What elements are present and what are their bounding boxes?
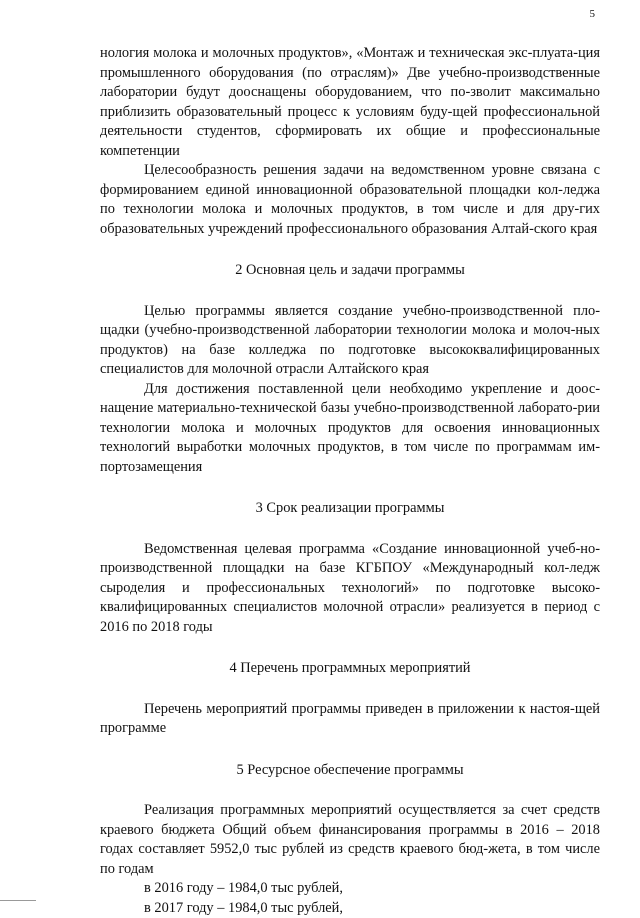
scan-edge-mark [0,900,36,901]
paragraph: Целью программы является создание учебно-производственной пло-щадки (учебно-производственной лаборатории технологии молока и молоч-ных продуктов) на базе колледжа по подготовке высококвалифицированных специалистов для молочной отрасли Алтайского края [100,302,600,380]
paragraph: Ведомственная целевая программа «Создание инновационной учеб-но-производственной площадки на базе КГБПОУ «Международный кол-ледж сыроделия и профессиональных технологий» по подготовке высоко-квалифицированных специалистов молочной отрасли» реализуется в период с 2016 по 2018 годы [100,540,600,638]
paragraph: Целесообразность решения задачи на ведомственном уровне связана с формированием единой инновационной образовательной площадки кол-леджа по технологии молока и молочных продуктов, в том числе и для дру-гих образовательных учреждений профессионального образования Алтай-ского края [100,161,600,239]
section-heading: 2 Основная цель и задачи программы [100,261,600,281]
section-heading: 3 Срок реализации программы [100,499,600,519]
paragraph: Для достижения поставленной цели необходимо укрепление и доос-нащение материально-технической базы учебно-производственной лаборато-рии технологии молока и молочных продуктов для освоения инновационных технологий выработки молочных продуктов, в том числе по программам им-портозамещения [100,380,600,478]
paragraph: нология молока и молочных продуктов», «Монтаж и техническая экс-плуата-ция промышленного оборудования (по отраслям)» Две учебно-производственные лаборатории будут дооснащены оборудованием, что по-зволит максимально приблизить образовательный процесс к условиям буду-щей профессиональной деятельности студентов, сформировать их общие и профессиональные компетенции [100,44,600,161]
section-heading: 5 Ресурсное обеспечение программы [100,761,600,781]
list-item: в 2016 году – 1984,0 тыс рублей, [100,879,600,899]
list-item: в 2017 году – 1984,0 тыс рублей, [100,899,600,918]
paragraph: Реализация программных мероприятий осуществляется за счет средств краевого бюджета Общий объем финансирования программы в 2016 – 2018 годах составляет 5952,0 тыс рублей из средств краевого бюд-жета, в том числе по годам [100,801,600,879]
page-number: 5 [590,8,596,20]
section-heading: 4 Перечень программных мероприятий [100,659,600,679]
paragraph: Перечень мероприятий программы приведен в приложении к настоя-щей программе [100,700,600,739]
document-body [100,44,600,918]
